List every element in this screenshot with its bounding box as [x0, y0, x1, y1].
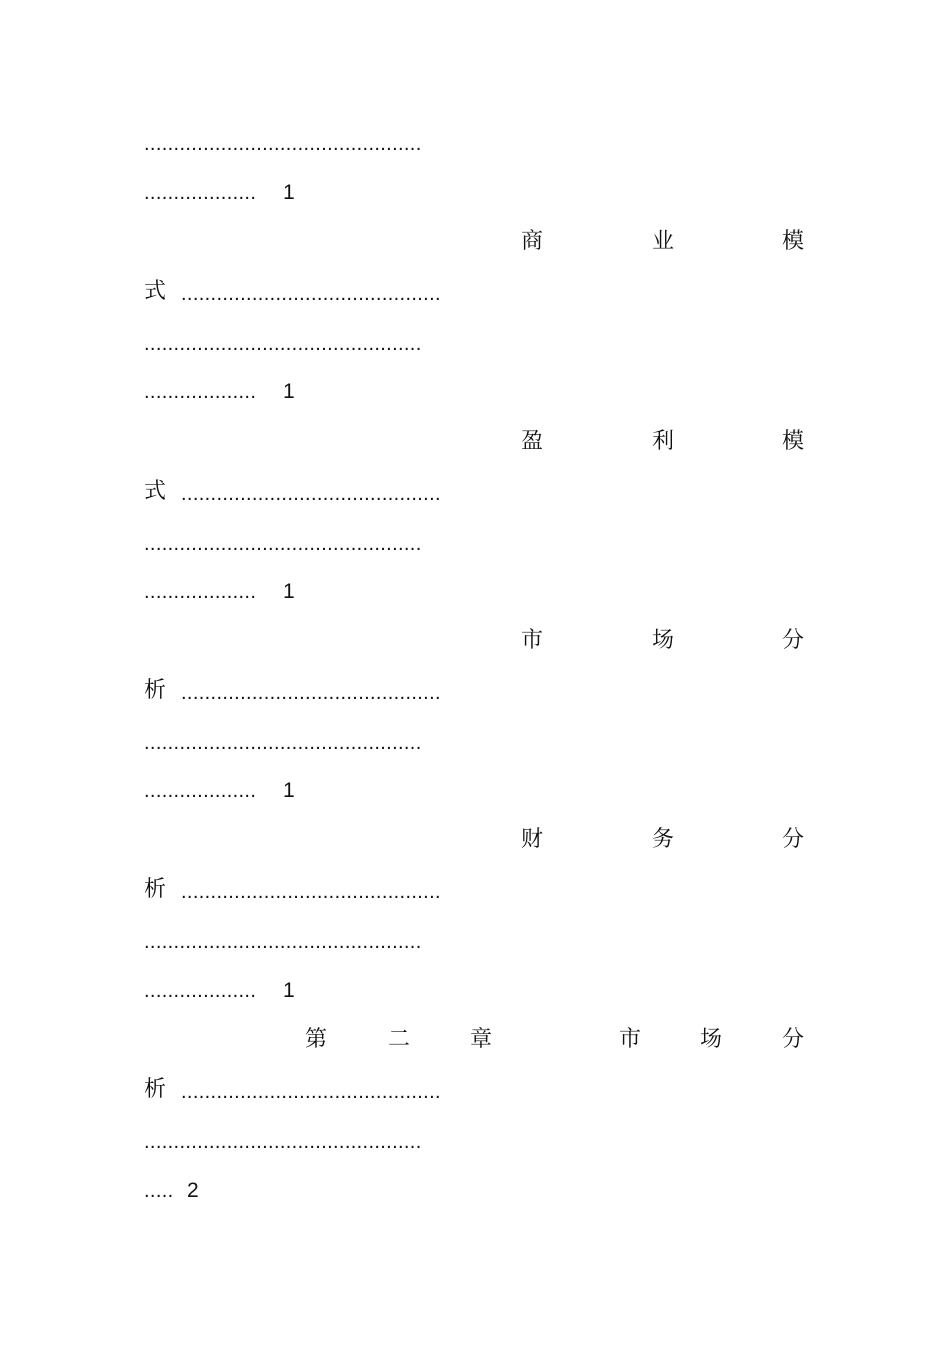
- toc-leader: ............................................: [181, 1081, 441, 1103]
- toc-page-number: 1: [283, 979, 295, 1002]
- toc-chapter-char: 章: [470, 1027, 493, 1052]
- toc-leader: ............................................: [181, 682, 441, 704]
- toc-chapter-char: 第: [305, 1027, 328, 1052]
- toc-chapter-char: 市: [619, 1027, 642, 1052]
- toc-leader: ...................: [144, 182, 257, 204]
- toc-leader: ...................: [144, 980, 257, 1002]
- toc-entry-char: 务: [652, 827, 675, 852]
- toc-page-number: 2: [187, 1179, 199, 1202]
- toc-entry-char: 式: [144, 279, 167, 304]
- toc-leader: ...............................................: [144, 533, 422, 555]
- toc-leader: ...............................................: [144, 931, 422, 953]
- toc-leader: ............................................: [181, 881, 441, 903]
- toc-page-number: 1: [283, 181, 295, 204]
- toc-entry-char: 场: [652, 628, 675, 653]
- toc-leader: ...................: [144, 780, 257, 802]
- toc-entry-char: 市: [521, 628, 544, 653]
- toc-entry-char: 模: [782, 429, 805, 454]
- toc-entry-char: 盈: [521, 429, 544, 454]
- toc-leader: ............................................: [181, 483, 441, 505]
- toc-entry-char: 业: [652, 229, 675, 254]
- toc-entry-char: 析: [144, 877, 167, 902]
- toc-chapter-char: 场: [700, 1027, 723, 1052]
- toc-leader: ...............................................: [144, 133, 422, 155]
- toc-chapter-char: 分: [782, 1027, 805, 1052]
- toc-entry-char: 分: [782, 827, 805, 852]
- toc-entry-char: 分: [782, 628, 805, 653]
- toc-entry-char: 财: [521, 827, 544, 852]
- toc-leader: ...................: [144, 381, 257, 403]
- toc-chapter-char: 析: [144, 1077, 167, 1102]
- toc-entry-char: 式: [144, 479, 167, 504]
- toc-page-number: 1: [283, 580, 295, 603]
- toc-entry-char: 析: [144, 678, 167, 703]
- toc-entry-char: 模: [782, 229, 805, 254]
- toc-leader: ...............................................: [144, 333, 422, 355]
- toc-entry-char: 利: [652, 429, 675, 454]
- toc-page-number: 1: [283, 380, 295, 403]
- toc-entry-char: 商: [521, 229, 544, 254]
- toc-leader: ...............................................: [144, 732, 422, 754]
- toc-leader: .....: [144, 1180, 174, 1202]
- toc-leader: ............................................: [181, 283, 441, 305]
- toc-page-number: 1: [283, 779, 295, 802]
- toc-chapter-char: 二: [388, 1027, 411, 1052]
- toc-leader: ...............................................: [144, 1131, 422, 1153]
- toc-leader: ...................: [144, 581, 257, 603]
